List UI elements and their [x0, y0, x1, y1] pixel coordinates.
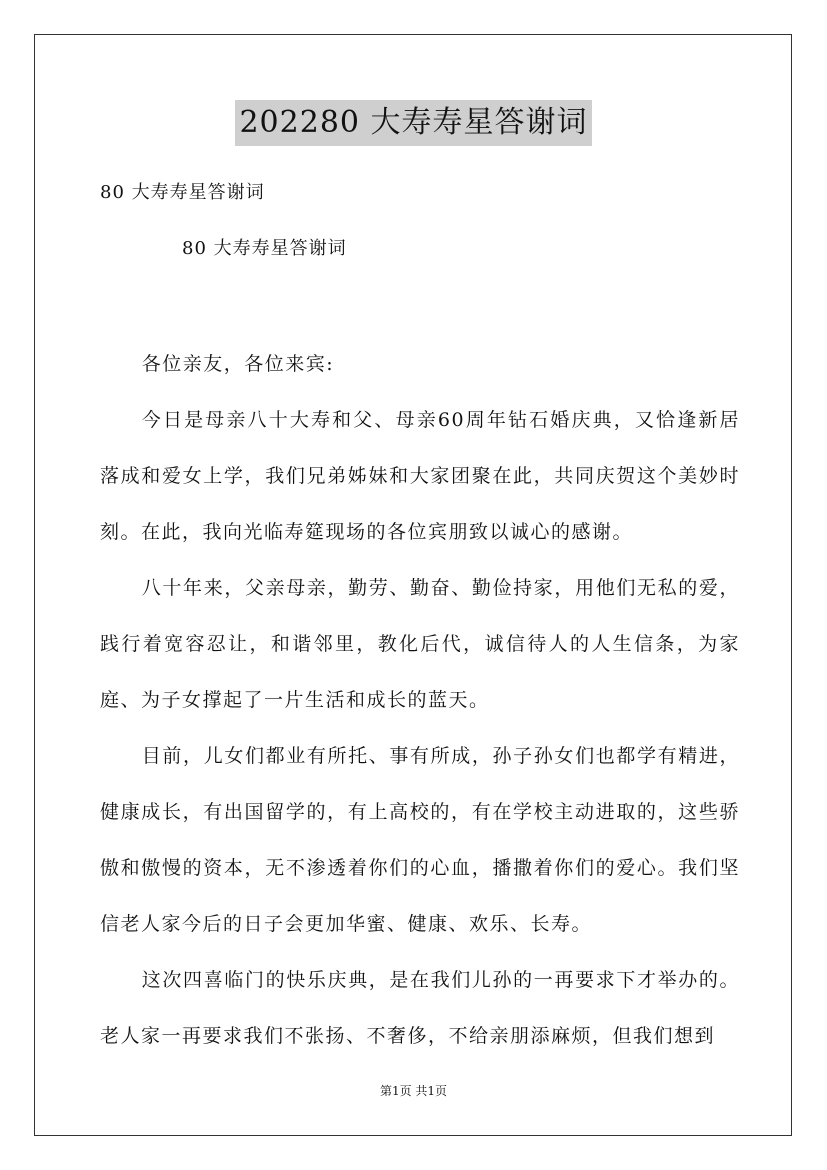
document-body	[100, 336, 740, 1064]
document-title[interactable]: 202280 大寿寿星答谢词	[235, 100, 591, 146]
document-subtitle-indented: 80 大寿寿星答谢词	[182, 238, 347, 259]
document-subtitle: 80 大寿寿星答谢词	[100, 182, 265, 203]
page-footer: 第1页 共1页	[379, 1084, 448, 1098]
paragraph-greeting: 各位亲友，各位来宾:	[141, 353, 335, 375]
paragraph: 八十年来，父亲母亲，勤劳、勤奋、勤俭持家，用他们无私的爱，践行着宽容忍让，和谐邻里，教化后代，诚信待人的人生信条，为家庭、为子女撑起了一片生活和成长的蓝天。	[100, 577, 740, 711]
paragraph: 目前，儿女们都业有所托、事有所成，孙子孙女们也都学有精进，健康成长，有出国留学的，有上高校的，有在学校主动进取的，这些骄傲和傲慢的资本，无不渗透着你们的心血，播撒着你们的爱心。我们坚信老人家今后的日子会更加华蜜、健康、欢乐、长寿。	[100, 745, 740, 935]
document-title-container	[0, 100, 827, 146]
paragraph: 今日是母亲八十大寿和父、母亲60周年钻石婚庆典，又恰逢新居落成和爱女上学，我们兄弟姊妹和大家团聚在此，共同庆贺这个美妙时刻。在此，我向光临寿筵现场的各位宾朋致以诚心的感谢。	[100, 409, 740, 543]
paragraph: 这次四喜临门的快乐庆典，是在我们儿孙的一再要求下才举办的。老人家一再要求我们不张扬、不奢侈，不给亲朋添麻烦，但我们想到	[100, 969, 740, 1047]
